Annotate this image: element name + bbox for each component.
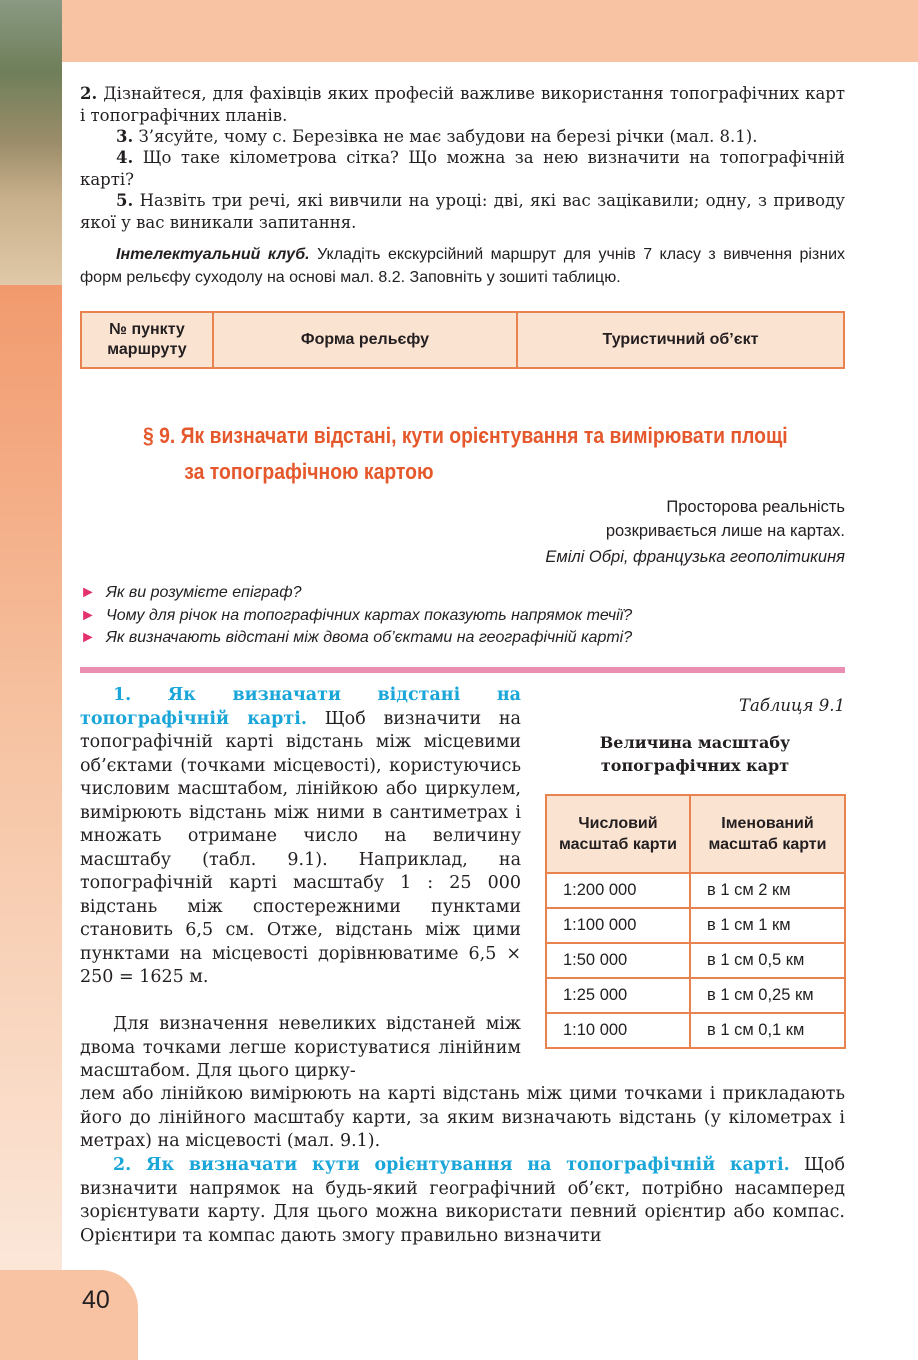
numeric-scale-cell: 1:50 000 <box>546 943 690 978</box>
epigraph-author: Емілі Обрі, французька геополітикиня <box>545 548 845 566</box>
bullet-text: Як визначають відстані між двома об’єктами на географічній карті? <box>106 629 633 646</box>
table-title <box>545 731 845 777</box>
bullet-item <box>80 605 850 628</box>
page-number: 40 <box>82 1286 110 1314</box>
named-scale-cell: в 1 см 1 км <box>690 908 845 943</box>
table-title-line1: Величина масштабу <box>599 733 791 752</box>
route-table-header-row <box>81 312 844 368</box>
question-5 <box>80 190 845 233</box>
route-table <box>80 311 845 369</box>
question-number: 3. <box>116 127 134 146</box>
club-lead: Інтелектуальний клуб. <box>116 246 310 263</box>
header-numeric-scale: Числовий масштаб карти <box>546 795 690 873</box>
table-title-line2: топографічних карт <box>600 756 790 775</box>
question-number: 5. <box>116 191 134 210</box>
question-4 <box>80 147 845 190</box>
triangle-bullet-icon: ► <box>80 629 96 646</box>
question-2 <box>80 83 845 126</box>
named-scale-cell: в 1 см 0,25 км <box>690 978 845 1013</box>
bullet-item <box>80 582 850 605</box>
section-title-line2: за топографічною картою <box>184 459 434 484</box>
section-divider <box>80 667 845 673</box>
section-title <box>143 418 788 490</box>
intellectual-club <box>80 243 845 289</box>
route-header-object: Туристичний об’єкт <box>517 312 844 368</box>
numeric-scale-cell: 1:25 000 <box>546 978 690 1013</box>
top-color-band <box>0 0 918 62</box>
section-title-line1: § 9. Як визначати відстані, кути орієнтування та вимірювати площі <box>143 423 788 448</box>
question-text: Що таке кілометрова сітка? Що можна за нею визначити на топографічній карті? <box>80 148 846 189</box>
scale-table <box>545 794 846 1049</box>
triangle-bullet-icon: ► <box>80 584 96 601</box>
table-row <box>546 1013 845 1048</box>
question-text: З’ясуйте, чому с. Березівка не має забудови на березі річки (мал. 8.1). <box>138 127 758 146</box>
numeric-scale-cell: 1:10 000 <box>546 1013 690 1048</box>
named-scale-cell: в 1 см 2 км <box>690 873 845 908</box>
question-text: Дізнайтеся, для фахівців яких професій важливе використання топографічних карт і топографічних планів. <box>80 84 845 125</box>
table-row <box>546 873 845 908</box>
numeric-scale-cell: 1:200 000 <box>546 873 690 908</box>
paragraph-linear-scale: Для визначення невеликих відстаней між двома точками легше користуватися лінійним масштабом. Для цього цирку- <box>80 1014 521 1081</box>
epigraph-line2: розкривається лише на картах. <box>605 522 845 540</box>
named-scale-cell: в 1 см 0,5 км <box>690 943 845 978</box>
table-row <box>546 978 845 1013</box>
page-number-tab <box>0 1270 138 1360</box>
paragraph-distances <box>80 684 521 990</box>
numeric-scale-cell: 1:100 000 <box>546 908 690 943</box>
bullet-text: Чому для річок на топографічних картах показують напрямок течії? <box>106 606 633 624</box>
question-number: 4. <box>116 148 134 167</box>
mountain-photo-strip <box>0 0 62 285</box>
triangle-bullet-icon: ► <box>80 606 96 624</box>
question-number: 2. <box>80 84 98 103</box>
question-bullets <box>80 582 850 650</box>
paragraph-heading: 1. Як визначати відстані на топографічній карті. <box>80 685 521 729</box>
bullet-item <box>80 627 850 650</box>
route-header-point: № пункту маршруту <box>81 312 213 368</box>
epigraph-line1: Просторова реальність <box>666 498 845 516</box>
paragraph-heading: 2. Як визначати кути орієнтування на топографічній карті. <box>113 1155 790 1175</box>
club-text: Укладіть екскурсійний маршрут для учнів 7 класу з вивчення різних форм рельєфу суходолу на основі мал. 8.2. Заповніть у зошиті таблицю. <box>80 246 846 286</box>
table-row <box>546 908 845 943</box>
question-text: Назвіть три речі, які вивчили на уроці: дві, які вас зацікавили; одну, з приводу якої у вас виникали запитання. <box>80 191 845 232</box>
route-header-relief: Форма рельєфу <box>213 312 517 368</box>
question-3 <box>80 126 845 148</box>
left-gradient-strip <box>0 285 62 1275</box>
header-named-scale: Іменований масштаб карти <box>690 795 845 873</box>
table-label: Таблиця 9.1 <box>739 696 845 715</box>
table-row <box>546 943 845 978</box>
bullet-text: Як ви розумієте епіграф? <box>106 584 302 601</box>
paragraph-linear-scale-cont: лем або лінійкою вимірюють на карті відстань між цими точками і прикладають його до лінійного масштабу карти, за яким визначають відстань (у кілометрах і метрах) на місцевості (мал. 9.1). <box>80 1084 845 1151</box>
paragraph-text: Щоб визначити на топографічній карті відстань між місцевими об’єктами (точками місцевості), користуючись числовим масштабом, лінійкою або циркулем, вимірюють відстань між ними в сантиметрах і множать отримане число на величину масштабу (табл. 9.1). Наприклад, на топографічній карті масштабу 1 : 25 000 відстань між спостережними пунктами становить 6,5 см. Отже, відстань між цими пунктами на місцевості дорівнюватиме 6,5 × 250 = 1625 м. <box>80 708 521 987</box>
named-scale-cell: в 1 см 0,1 км <box>690 1013 845 1048</box>
scale-table-header-row <box>546 795 845 873</box>
paragraph-orientation <box>80 1154 845 1248</box>
paragraph-text: Щоб визначити напрямок на будь-який географічний об’єкт, потрібно насамперед зорієнтувати карту. Для цього можна використати певний орієнтир або компас. Орієнтири та компас дають змогу правильно визначити <box>80 1155 845 1246</box>
